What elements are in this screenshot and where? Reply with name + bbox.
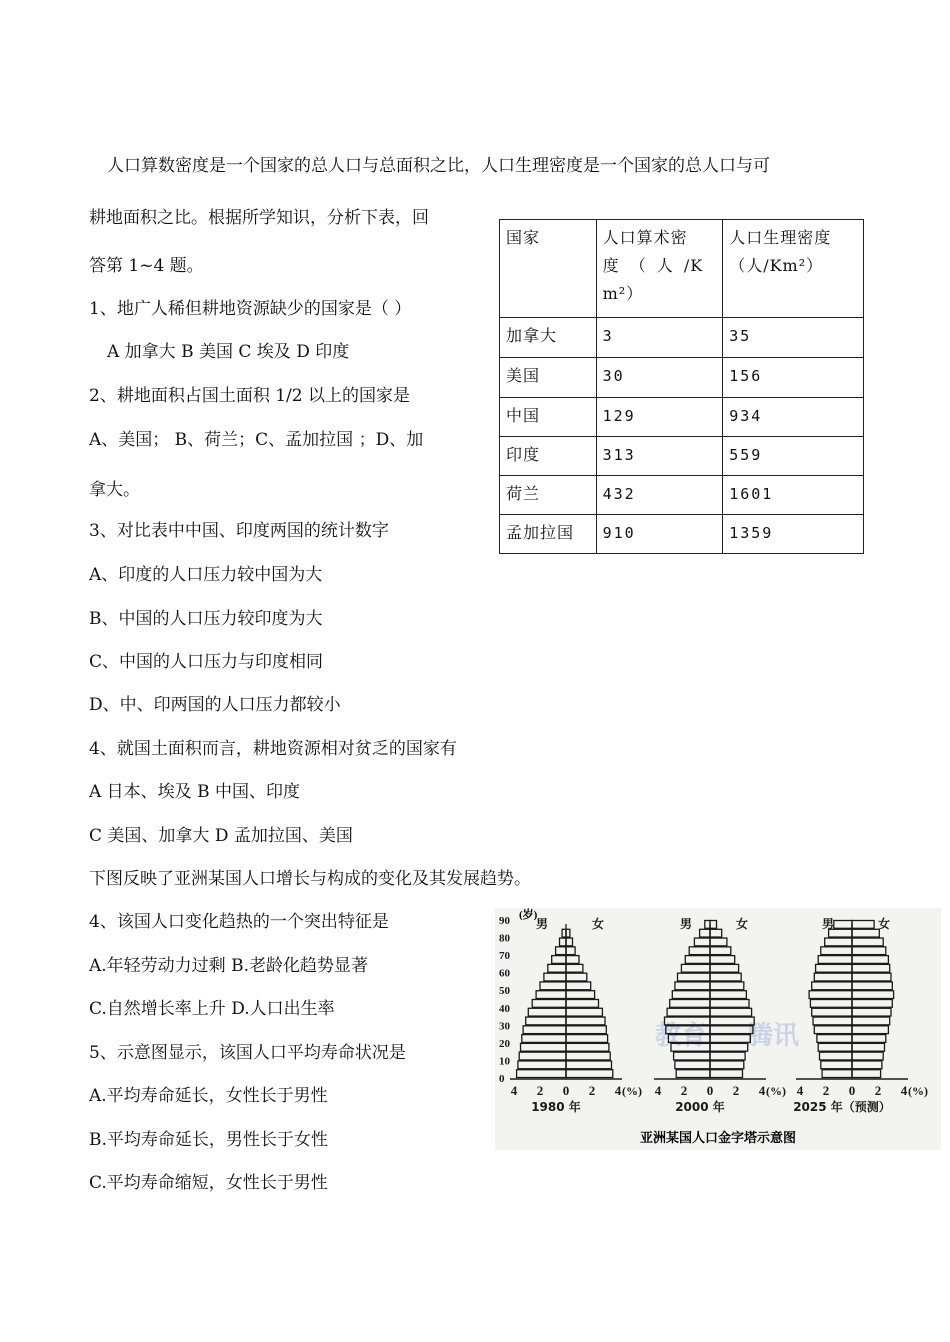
population-pyramid-chart: [495, 908, 941, 1150]
x-tick-label: 0: [848, 1083, 856, 1098]
q3-option-a: A、印度的人口压力较中国为大: [89, 565, 323, 585]
header-arith-line-1: 人口算术密: [602, 228, 688, 247]
intro-line-3: 答第 1~4 题。: [89, 256, 204, 276]
cell-phys: 559: [723, 437, 864, 476]
cell-arith: 432: [596, 476, 723, 515]
x-tick-label: 4: [758, 1083, 766, 1098]
cell-arith: 910: [596, 515, 723, 554]
intro-line-2: 耕地面积之比。根据所学知识，分析下表，回: [89, 208, 429, 228]
x-tick-label: 0: [562, 1083, 570, 1098]
x-tick-label: 2: [680, 1083, 688, 1098]
q4b-options-line1: A.年轻劳动力过剩 B.老龄化趋势显著: [89, 956, 368, 976]
cell-country: 中国: [500, 398, 597, 437]
cell-phys: 156: [723, 358, 864, 398]
watermark-right: 腾讯: [747, 1021, 800, 1050]
cell-arith: 30: [596, 358, 723, 398]
figure-title: 亚洲某国人口金字塔示意图: [639, 1131, 797, 1146]
cell-country: 美国: [500, 358, 597, 398]
x-unit-label: (%): [908, 1084, 928, 1098]
year-label: 1980 年: [531, 1100, 581, 1114]
age-tick-label: 20: [499, 1037, 510, 1050]
q2-options-line1: A、美国； B、荷兰；C、孟加拉国 ；D、加: [89, 430, 424, 450]
age-tick-label: 30: [499, 1020, 510, 1033]
q3-stem: 3、对比表中中国、印度两国的统计数字: [89, 521, 389, 541]
table-row: [500, 437, 864, 476]
table-header-row: [500, 220, 864, 318]
age-tick-label: 50: [499, 985, 510, 998]
cell-country: 加拿大: [500, 318, 597, 358]
x-tick-label: 2: [536, 1083, 544, 1098]
cell-country: 孟加拉国: [500, 515, 597, 554]
intro-line-1: 人口算数密度是一个国家的总人口与总面积之比，人口生理密度是一个国家的总人口与可: [107, 156, 770, 176]
q5-option-a: A.平均寿命延长，女性长于男性: [89, 1086, 328, 1106]
header-arith-density: [596, 220, 723, 318]
watermark-left: 教育: [655, 1021, 708, 1050]
age-tick-label: 70: [499, 950, 510, 963]
q1-stem: 1、地广人稀但耕地资源缺少的国家是（ ）: [89, 299, 412, 319]
age-tick-label: 80: [499, 932, 510, 945]
age-tick-label: 60: [499, 967, 510, 980]
q5-option-b: B.平均寿命延长，男性长于女性: [89, 1130, 328, 1150]
q2-options-line2: 拿大。: [89, 480, 140, 500]
q4-stem: 4、就国土面积而言，耕地资源相对贫乏的国家有: [89, 739, 457, 759]
q3-option-b: B、中国的人口压力较印度为大: [89, 609, 323, 629]
x-tick-label: 4: [614, 1083, 622, 1098]
cell-arith: 313: [596, 437, 723, 476]
female-label: 女: [592, 917, 605, 931]
x-tick-label: 2: [732, 1083, 740, 1098]
x-unit-label: (%): [766, 1084, 786, 1098]
header-country: 国家: [500, 220, 597, 318]
x-unit-label: (%): [622, 1084, 642, 1098]
female-label: 女: [736, 917, 749, 931]
male-label: 男: [536, 917, 549, 931]
male-label: 男: [680, 917, 693, 931]
age-tick-label: 90: [499, 915, 510, 927]
header-phys-density: [723, 220, 864, 318]
cell-phys: 1601: [723, 476, 864, 515]
age-tick-label: 0: [499, 1073, 505, 1085]
table-row: [500, 318, 864, 358]
q3-option-d: D、中、印两国的人口压力都较小: [89, 695, 341, 715]
table-row: [500, 515, 864, 554]
age-tick-label: 40: [499, 1002, 510, 1015]
cell-phys: 934: [723, 398, 864, 437]
q4b-options-line2: C.自然增长率上升 D.人口出生率: [89, 999, 335, 1019]
header-arith-line-3: m²）: [602, 284, 644, 303]
age-axis-label: (岁): [519, 909, 538, 921]
header-phys-line-2: （人/Km²）: [729, 256, 824, 275]
x-tick-label: 4: [510, 1083, 518, 1098]
x-tick-label: 2: [822, 1083, 830, 1098]
table-row: [500, 358, 864, 398]
q5-stem: 5、示意图显示，该国人口平均寿命状况是: [89, 1043, 406, 1063]
age-tick-label: 10: [499, 1055, 510, 1068]
cell-phys: 1359: [723, 515, 864, 554]
table-row: [500, 398, 864, 437]
q3-option-c: C、中国的人口压力与印度相同: [89, 652, 324, 672]
header-arith-line-2: 度 （ 人 /K: [602, 256, 704, 275]
q4-options-line1: A 日本、埃及 B 中国、印度: [89, 782, 300, 802]
table-row: [500, 476, 864, 515]
q4b-stem: 4、该国人口变化趋热的一个突出特征是: [89, 912, 389, 932]
x-tick-label: 0: [706, 1083, 714, 1098]
q2-stem: 2、耕地面积占国土面积 1/2 以上的国家是: [89, 386, 410, 406]
header-phys-line-1: 人口生理密度: [729, 228, 832, 247]
x-tick-label: 4: [900, 1083, 908, 1098]
density-table: [499, 219, 864, 554]
population-pyramid-figure: [495, 908, 941, 1150]
cell-arith: 129: [596, 398, 723, 437]
cell-arith: 3: [596, 318, 723, 358]
cell-country: 印度: [500, 437, 597, 476]
x-tick-label: 2: [874, 1083, 882, 1098]
female-label: 女: [878, 917, 891, 931]
male-label: 男: [822, 917, 835, 931]
x-tick-label: 4: [654, 1083, 662, 1098]
x-tick-label: 2: [588, 1083, 596, 1098]
figure-intro: 下图反映了亚洲某国人口增长与构成的变化及其发展趋势。: [89, 869, 531, 889]
year-label: 2000 年: [675, 1100, 725, 1114]
q4-options-line2: C 美国、加拿大 D 孟加拉国、美国: [89, 826, 353, 846]
q5-option-c: C.平均寿命缩短，女性长于男性: [89, 1173, 328, 1193]
cell-country: 荷兰: [500, 476, 597, 515]
cell-phys: 35: [723, 318, 864, 358]
x-tick-label: 4: [796, 1083, 804, 1098]
year-label: 2025 年（预测）: [793, 1100, 891, 1114]
q1-options: A 加拿大 B 美国 C 埃及 D 印度: [107, 342, 350, 362]
